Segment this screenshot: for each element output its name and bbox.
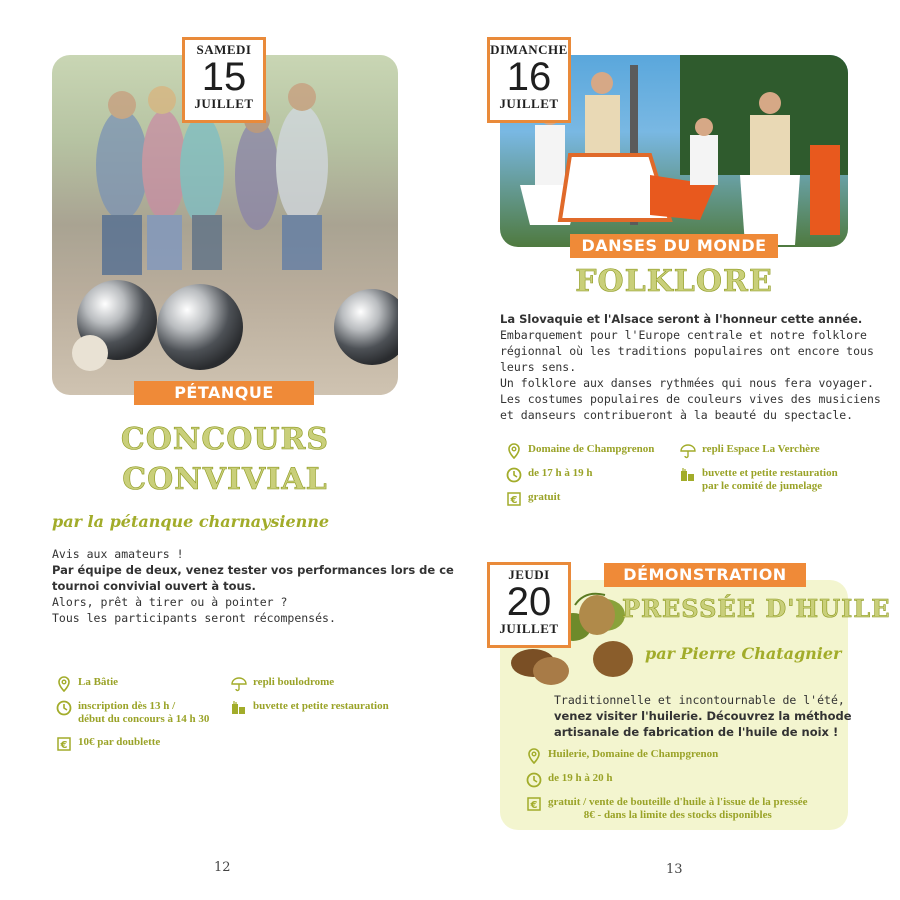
clock-icon [506,467,522,483]
date-day: 15 [201,55,247,99]
info-time [506,467,593,483]
info-time [56,700,209,726]
info-time-text: de 17 h à 19 h [528,467,593,479]
info-time-text: de 19 h à 20 h [548,772,613,784]
description-line-bold: tournoi convivial ouvert à tous. [52,579,256,593]
description-line: Embarquement pour l'Europe centrale et notre folklore [500,328,867,342]
svg-text:€: € [60,740,68,751]
category-tag-petanque: PÉTANQUE [134,381,314,405]
info-food-text: buvette et petite restauration [253,700,389,712]
location-pin-icon [506,443,522,459]
description-line: régionnal où les traditions populaires ont encore tous [500,344,874,358]
info-time-line-1: inscription dès 13 h / [78,700,176,712]
description-line-bold: artisanale de fabrication de l'huile de noix ! [554,725,839,739]
description-line: Tous les participants seront récompensés. [52,611,336,625]
info-location-text: La Bâtie [78,676,119,688]
page-number-right: 13 [666,862,683,877]
date-box-thursday [487,562,571,648]
date-month: JUILLET [194,96,254,111]
info-fallback-text: repli boulodrome [253,676,335,688]
euro-price-icon [56,736,72,752]
refreshments-icon [680,467,696,483]
info-price [506,491,560,507]
description-line: leurs sens. [500,360,577,374]
event-description [554,692,852,740]
refreshments-icon [231,700,247,716]
info-price-text: 10€ par doublette [78,736,161,748]
headline-line-2: CONVIVIAL [122,462,328,497]
info-food-line-2: par le comité de jumelage [702,480,823,492]
info-fallback-text: repli Espace La Verchère [702,443,820,455]
clock-icon [56,700,72,716]
page-number-left: 12 [214,860,231,875]
info-location-text: Huilerie, Domaine de Champgrenon [548,748,719,760]
info-price [526,796,808,822]
info-location [56,676,118,692]
info-food [231,700,389,716]
event-headline: PRESSÉE D'HUILE [622,594,891,623]
event-description [500,311,881,423]
category-tag-dances: DANSES DU MONDE [570,234,778,258]
info-location-text: Domaine de Champgrenon [528,443,655,455]
event-description [52,546,454,626]
event-byline: par la pétanque charnaysienne [52,512,330,531]
description-line: Un folklore aux danses rythmées qui nous fera voyager. [500,376,874,390]
date-dow: SAMEDI [196,42,252,57]
info-time [526,772,613,788]
date-month: JUILLET [499,96,559,111]
description-line: Traditionnelle et incontournable de l'été, [554,693,845,707]
info-price [56,736,160,752]
info-location [526,748,718,764]
location-pin-icon [56,676,72,692]
description-line: Alors, prêt à tirer ou à pointer ? [52,595,288,609]
date-day: 16 [506,55,552,99]
description-line-bold: Par équipe de deux, venez tester vos performances lors de ce [52,563,454,577]
date-box-saturday [182,37,266,123]
location-pin-icon [526,748,542,764]
description-line-bold: La Slovaquie et l'Alsace seront à l'honneur cette année. [500,312,863,326]
info-fallback [680,443,820,459]
description-line: et danseurs contribueront à la beauté du spectacle. [500,408,854,422]
category-tag-demonstration: DÉMONSTRATION [604,563,806,587]
event-headline [120,420,330,500]
event-headline: FOLKLORE [575,264,773,299]
date-dow: DIMANCHE [490,42,568,57]
umbrella-icon [680,443,696,459]
info-price-line-2: 8€ - dans la limite des stocks disponibles [583,809,772,821]
date-dow: JEUDI [508,567,550,582]
date-box-sunday [487,37,571,123]
description-line: Les costumes populaires de couleurs vives des musiciens [500,392,881,406]
euro-price-icon [506,491,522,507]
svg-text:€: € [530,800,538,811]
info-time-line-2: début du concours à 14 h 30 [78,713,210,725]
euro-price-icon [526,796,542,812]
headline-line-1: CONCOURS [120,422,330,457]
info-fallback [231,676,334,692]
info-location [506,443,654,459]
clock-icon [526,772,542,788]
umbrella-icon [231,676,247,692]
event-byline: par Pierre Chatagnier [645,644,842,663]
description-line: Avis aux amateurs ! [52,547,184,561]
date-day: 20 [506,580,552,624]
info-price-text: gratuit [528,491,561,503]
date-month: JUILLET [499,621,559,636]
info-food [680,467,838,493]
info-price-line-1: gratuit / vente de bouteille d'huile à l'issue de la pressée [548,796,808,808]
description-line-bold: venez visiter l'huilerie. Découvrez la méthode [554,709,852,723]
info-food-line-1: buvette et petite restauration [702,467,838,479]
svg-text:€: € [510,495,518,506]
